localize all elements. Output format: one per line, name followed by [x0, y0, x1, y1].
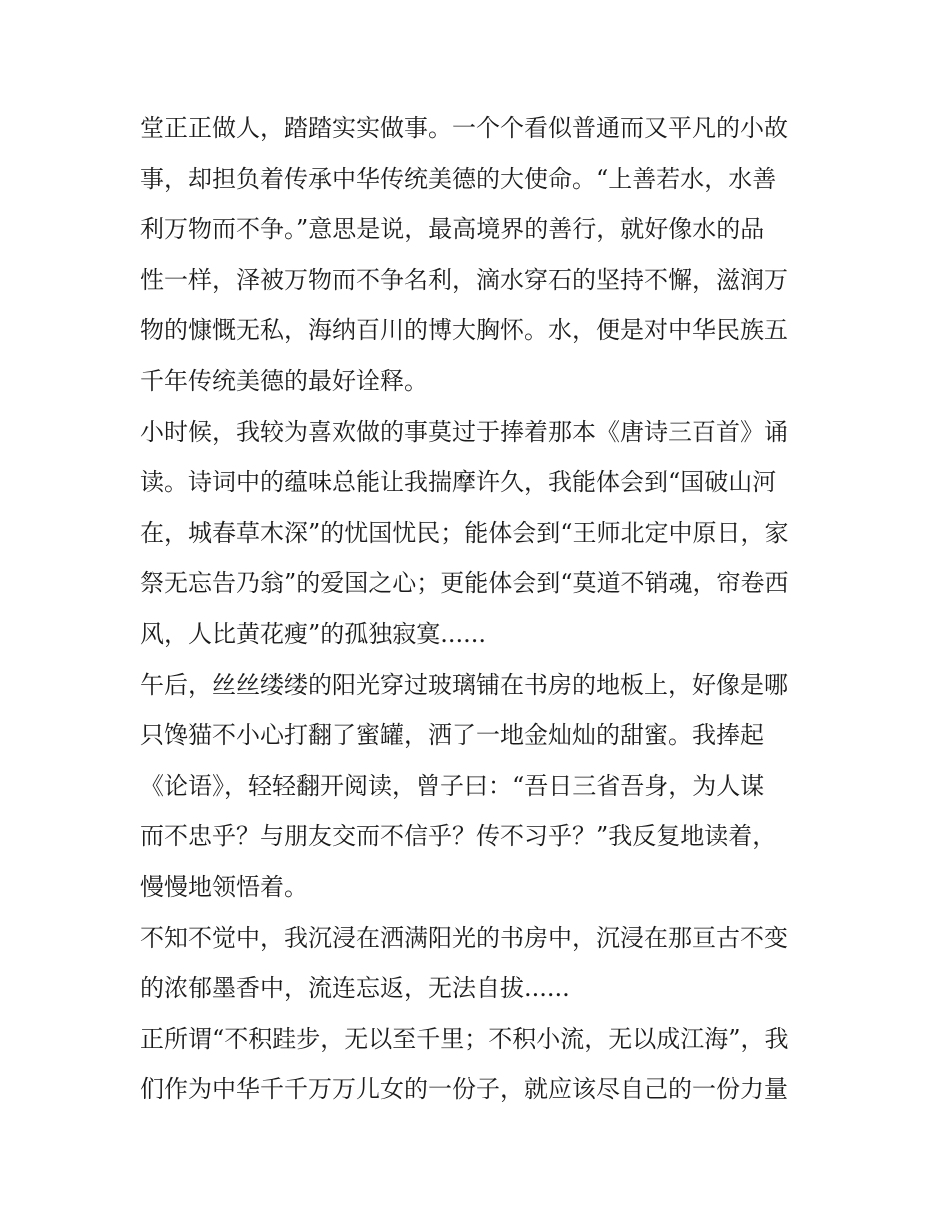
text-line: 性一样，泽被万物而不争名利，滴水穿石的坚持不懈，滋润万 — [140, 265, 788, 294]
text-line: 正所谓“不积跬步，无以至千里；不积小流，无以成江海”，我 — [140, 1024, 789, 1053]
text-line: 堂正正做人，踏踏实实做事。一个个看似普通而又平凡的小故 — [140, 114, 788, 142]
text-line: 只馋猫不小心打翻了蜜罐，洒了一地金灿灿的甜蜜。我捧起 — [140, 721, 764, 750]
text-line: 在，城春草木深”的忧国忧民；能体会到“王师北定中原日，家 — [140, 518, 789, 547]
text-line: 的浓郁墨香中，流连忘返，无法自拔...... — [140, 974, 570, 1003]
text-line: 小时候，我较为喜欢做的事莫过于捧着那本《唐诗三百首》诵 — [140, 417, 788, 446]
text-line: 千年传统美德的最好诠释。 — [140, 366, 428, 395]
text-line: 事，却担负着传承中华传统美德的大使命。“上善若水，水善 — [140, 164, 777, 193]
text-line: 而不忠乎？与朋友交而不信乎？传不习乎？”我反复地读着， — [140, 822, 777, 851]
text-line: 《论语》，轻轻翻开阅读，曾子曰：“吾日三省吾身，为人谋 — [140, 771, 765, 800]
text-line: 祭无忘告乃翁”的爱国之心；更能体会到“莫道不销魂，帘卷西 — [140, 569, 789, 598]
body-text — [140, 103, 820, 1115]
text-line: 物的慷慨无私，海纳百川的博大胸怀。水，便是对中华民族五 — [140, 316, 788, 345]
text-line: 利万物而不争。”意思是说，最高境界的善行，就好像水的品 — [140, 215, 765, 244]
text-line: 风，人比黄花瘦”的孤独寂寞...... — [140, 619, 487, 648]
text-line: 读。诗词中的蕴味总能让我揣摩许久，我能体会到“国破山河 — [140, 468, 777, 497]
text-line: 慢慢地领悟着。 — [140, 872, 308, 901]
text-line: 们作为中华千千万万儿女的一份子，就应该尽自己的一份力量 — [140, 1075, 788, 1104]
text-line: 不知不觉中，我沉浸在洒满阳光的书房中，沉浸在那亘古不变 — [140, 923, 788, 952]
text-line: 午后，丝丝缕缕的阳光穿过玻璃铺在书房的地板上，好像是哪 — [140, 670, 788, 699]
